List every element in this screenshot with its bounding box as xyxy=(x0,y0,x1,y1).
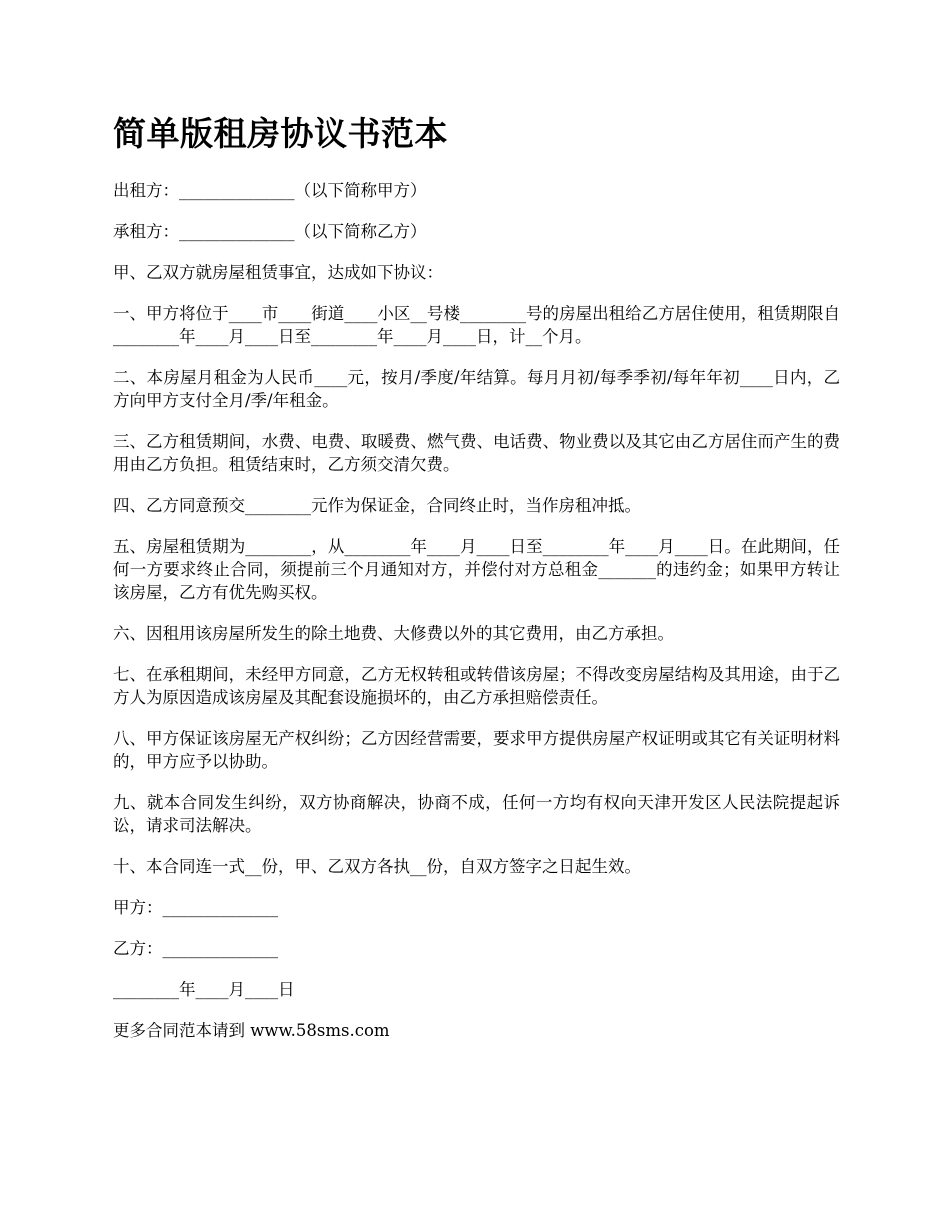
signing-date: ________年____月____日 xyxy=(113,980,295,999)
document-title: 简单版租房协议书范本 xyxy=(113,114,448,153)
clause-5: 五、房屋租赁期为________，从________年____月____日至________年____月____日。在此期间，任何一方要求终止合同，须提前三个月通知对方，并偿付对方总租金_______的违约金；如果甲方转让该房屋，乙方有优先购买权。 xyxy=(113,537,840,602)
clause-7: 七、在承租期间，未经甲方同意，乙方无权转租或转借该房屋；不得改变房屋结构及其用途，由于乙方人为原因造成该房屋及其配套设施损坏的，由乙方承担赔偿责任。 xyxy=(113,665,840,707)
lessee-line: 承租方：______________（以下简称乙方） xyxy=(113,222,427,241)
party-b-signature: 乙方：______________ xyxy=(113,939,278,958)
clause-9: 九、就本合同发生纠纷，双方协商解决，协商不成，任何一方均有权向天津开发区人民法院提起诉讼，请求司法解决。 xyxy=(113,793,840,835)
clause-1: 一、甲方将位于____市____街道____小区__号楼________号的房屋出租给乙方居住使用，租赁期限自________年____月____日至________年____月____日，计__个月。 xyxy=(113,304,840,346)
clause-10: 十、本合同连一式__份，甲、乙双方各执__份，自双方签字之日起生效。 xyxy=(113,857,641,876)
party-a-signature: 甲方：______________ xyxy=(113,898,278,917)
clause-4: 四、乙方同意预交________元作为保证金，合同终止时，当作房租冲抵。 xyxy=(113,496,641,515)
contract-document xyxy=(113,112,840,1042)
lessor-line: 出租方：______________（以下简称甲方） xyxy=(113,181,427,200)
clause-8: 八、甲方保证该房屋无产权纠纷；乙方因经营需要，要求甲方提供房屋产权证明或其它有关证明材料的，甲方应予以协助。 xyxy=(113,729,840,771)
agreement-intro: 甲、乙双方就房屋租赁事宜，达成如下协议： xyxy=(113,263,443,282)
clause-6: 六、因租用该房屋所发生的除土地费、大修费以外的其它费用，由乙方承担。 xyxy=(113,624,674,643)
footer-link-text: 更多合同范本请到 www.58sms.com xyxy=(113,1021,390,1040)
clause-3: 三、乙方租赁期间，水费、电费、取暖费、燃气费、电话费、物业费以及其它由乙方居住而产生的费用由乙方负担。租赁结束时，乙方须交清欠费。 xyxy=(113,432,840,474)
clause-2: 二、本房屋月租金为人民币____元，按月/季度/年结算。每月月初/每季季初/每年年初____日内，乙方向甲方支付全月/季/年租金。 xyxy=(113,368,840,410)
